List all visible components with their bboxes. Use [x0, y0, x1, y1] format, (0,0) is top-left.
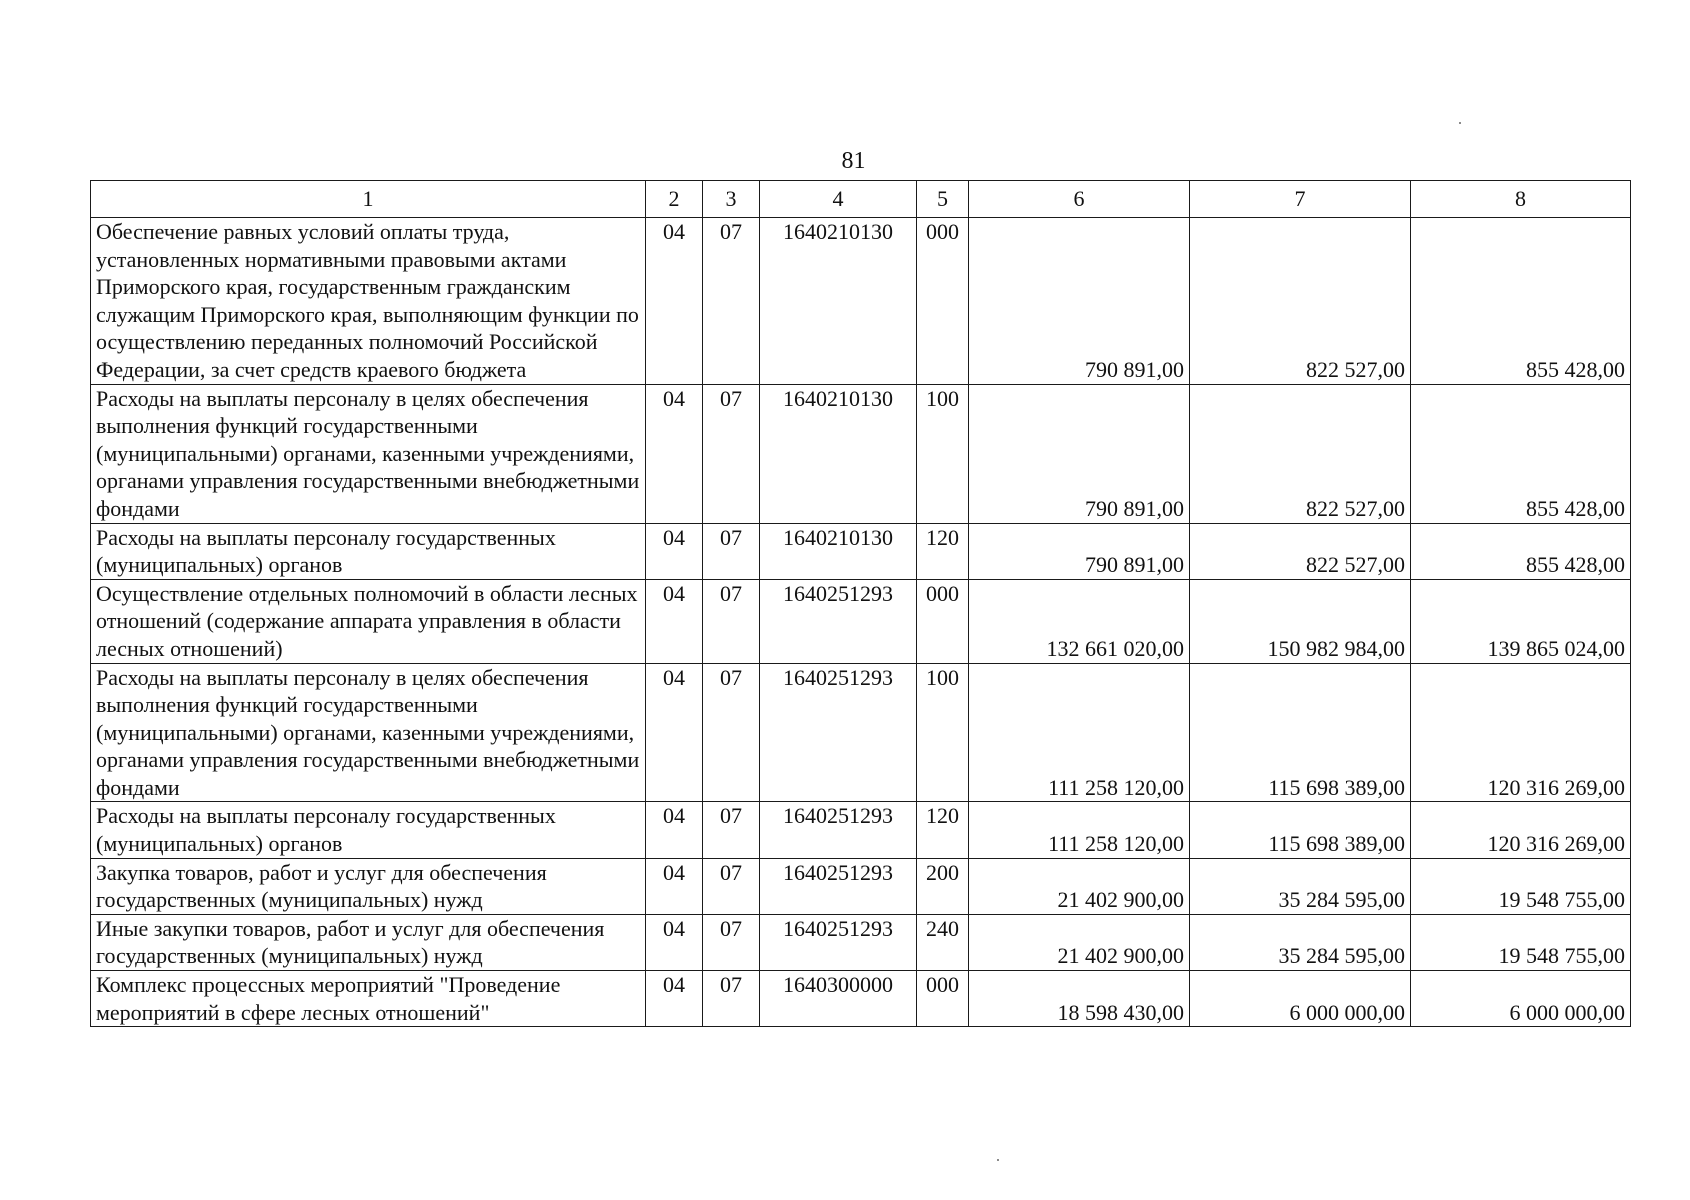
table-row	[91, 384, 1631, 523]
subsection-code-cell: 07	[703, 663, 760, 802]
target-article-cell: 1640210130	[760, 384, 917, 523]
row-name-cell: Закупка товаров, работ и услуг для обеспечения государственных (муниципальных) нужд	[91, 858, 646, 914]
expense-type-cell: 120	[917, 802, 969, 858]
amount-col8-cell: 855 428,00	[1411, 218, 1631, 385]
subsection-code-cell: 07	[703, 971, 760, 1027]
section-code-cell: 04	[646, 802, 703, 858]
row-name-cell: Иные закупки товаров, работ и услуг для обеспечения государственных (муниципальных) нужд	[91, 914, 646, 970]
row-name-cell: Расходы на выплаты персоналу в целях обеспечения выполнения функций государственными (муниципальными) органами, казенными учреждениями, органами управления государственными внебюджетными фондами	[91, 384, 646, 523]
amount-col7-cell: 35 284 595,00	[1190, 914, 1411, 970]
row-name-cell: Комплекс процессных мероприятий "Проведение мероприятий в сфере лесных отношений"	[91, 971, 646, 1027]
amount-col6-cell: 21 402 900,00	[969, 858, 1190, 914]
table-row	[91, 802, 1631, 858]
amount-col7-cell: 822 527,00	[1190, 218, 1411, 385]
amount-col7-cell: 822 527,00	[1190, 384, 1411, 523]
subsection-code-cell: 07	[703, 523, 760, 579]
section-code-cell: 04	[646, 384, 703, 523]
subsection-code-cell: 07	[703, 384, 760, 523]
column-header: 4	[760, 181, 917, 218]
expense-type-cell: 000	[917, 971, 969, 1027]
amount-col6-cell: 790 891,00	[969, 218, 1190, 385]
subsection-code-cell: 07	[703, 802, 760, 858]
expense-type-cell: 000	[917, 218, 969, 385]
amount-col8-cell: 139 865 024,00	[1411, 579, 1631, 663]
amount-col6-cell: 790 891,00	[969, 384, 1190, 523]
target-article-cell: 1640251293	[760, 579, 917, 663]
scan-speck	[997, 1159, 999, 1161]
amount-col6-cell: 21 402 900,00	[969, 914, 1190, 970]
row-name-cell: Расходы на выплаты персоналу государственных (муниципальных) органов	[91, 523, 646, 579]
table-row	[91, 218, 1631, 385]
row-name-cell: Расходы на выплаты персоналу в целях обеспечения выполнения функций государственными (муниципальными) органами, казенными учреждениями, органами управления государственными внебюджетными фондами	[91, 663, 646, 802]
table-row	[91, 971, 1631, 1027]
amount-col7-cell: 115 698 389,00	[1190, 663, 1411, 802]
subsection-code-cell: 07	[703, 858, 760, 914]
amount-col8-cell: 19 548 755,00	[1411, 858, 1631, 914]
section-code-cell: 04	[646, 663, 703, 802]
target-article-cell: 1640300000	[760, 971, 917, 1027]
amount-col6-cell: 111 258 120,00	[969, 802, 1190, 858]
section-code-cell: 04	[646, 858, 703, 914]
header-row	[91, 181, 1631, 218]
amount-col6-cell: 790 891,00	[969, 523, 1190, 579]
expense-type-cell: 200	[917, 858, 969, 914]
page-number: 81	[841, 148, 866, 174]
target-article-cell: 1640251293	[760, 858, 917, 914]
column-header: 1	[91, 181, 646, 218]
table-row	[91, 663, 1631, 802]
amount-col6-cell: 132 661 020,00	[969, 579, 1190, 663]
column-header: 2	[646, 181, 703, 218]
target-article-cell: 1640210130	[760, 523, 917, 579]
target-article-cell: 1640251293	[760, 914, 917, 970]
column-header: 5	[917, 181, 969, 218]
amount-col7-cell: 150 982 984,00	[1190, 579, 1411, 663]
amount-col7-cell: 822 527,00	[1190, 523, 1411, 579]
amount-col7-cell: 115 698 389,00	[1190, 802, 1411, 858]
expense-type-cell: 100	[917, 663, 969, 802]
amount-col8-cell: 6 000 000,00	[1411, 971, 1631, 1027]
amount-col8-cell: 855 428,00	[1411, 384, 1631, 523]
subsection-code-cell: 07	[703, 579, 760, 663]
column-header: 8	[1411, 181, 1631, 218]
amount-col6-cell: 18 598 430,00	[969, 971, 1190, 1027]
section-code-cell: 04	[646, 218, 703, 385]
column-header: 3	[703, 181, 760, 218]
budget-table	[90, 180, 1631, 1027]
section-code-cell: 04	[646, 971, 703, 1027]
target-article-cell: 1640251293	[760, 802, 917, 858]
subsection-code-cell: 07	[703, 914, 760, 970]
amount-col7-cell: 35 284 595,00	[1190, 858, 1411, 914]
row-name-cell: Расходы на выплаты персоналу государственных (муниципальных) органов	[91, 802, 646, 858]
target-article-cell: 1640210130	[760, 218, 917, 385]
expense-type-cell: 100	[917, 384, 969, 523]
table-row	[91, 914, 1631, 970]
subsection-code-cell: 07	[703, 218, 760, 385]
section-code-cell: 04	[646, 523, 703, 579]
expense-type-cell: 240	[917, 914, 969, 970]
scan-speck	[1459, 122, 1461, 124]
amount-col8-cell: 855 428,00	[1411, 523, 1631, 579]
target-article-cell: 1640251293	[760, 663, 917, 802]
section-code-cell: 04	[646, 914, 703, 970]
column-header: 6	[969, 181, 1190, 218]
amount-col8-cell: 19 548 755,00	[1411, 914, 1631, 970]
expense-type-cell: 120	[917, 523, 969, 579]
row-name-cell: Обеспечение равных условий оплаты труда, установленных нормативными правовыми актами Приморского края, государственным гражданским служащим Приморского края, выполняющим функции по осуществлению переданных полномочий Российской Федерации, за счет средств краевого бюджета	[91, 218, 646, 385]
table-row	[91, 579, 1631, 663]
expense-type-cell: 000	[917, 579, 969, 663]
amount-col6-cell: 111 258 120,00	[969, 663, 1190, 802]
table-row	[91, 858, 1631, 914]
section-code-cell: 04	[646, 579, 703, 663]
amount-col8-cell: 120 316 269,00	[1411, 663, 1631, 802]
amount-col8-cell: 120 316 269,00	[1411, 802, 1631, 858]
column-header: 7	[1190, 181, 1411, 218]
table-row	[91, 523, 1631, 579]
amount-col7-cell: 6 000 000,00	[1190, 971, 1411, 1027]
row-name-cell: Осуществление отдельных полномочий в области лесных отношений (содержание аппарата управления в области лесных отношений)	[91, 579, 646, 663]
